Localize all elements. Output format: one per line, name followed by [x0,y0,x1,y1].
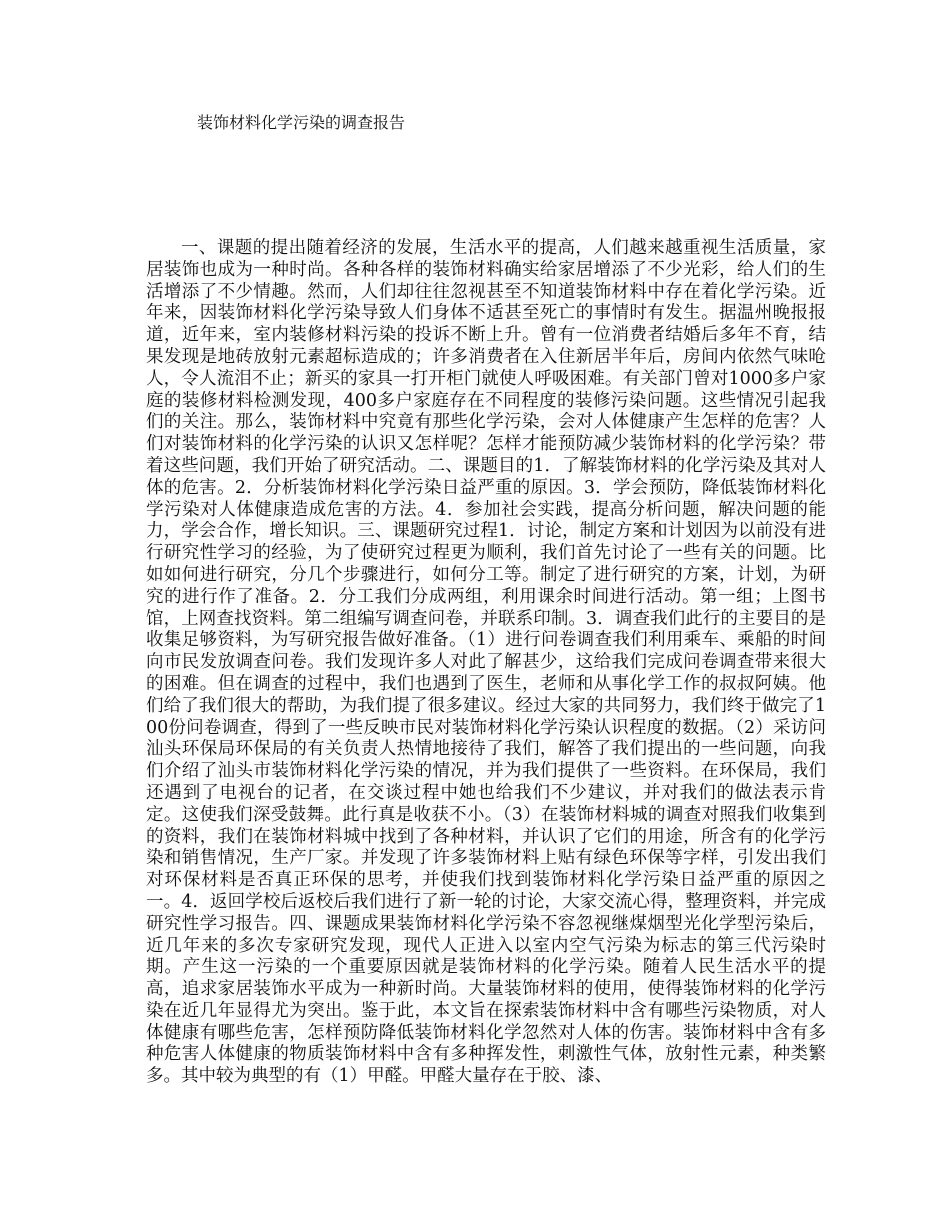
document-body-paragraph: 一、课题的提出随着经济的发展，生活水平的提高，人们越来越重视生活质量，家居装饰也成为一种时尚。各种各样的装饰材料确实给家居增添了不少光彩，给人们的生活增添了不少情趣。然而，人们却往往忽视甚至不知道装饰材料中存在着化学污染。近年来，因装饰材料化学污染导致人们身体不适甚至死亡的事情时有发生。据温州晚报报道，近年来，室内装修材料污染的投诉不断上升。曾有一位消费者结婚后多年不育，结果发现是地砖放射元素超标造成的；许多消费者在入住新居半年后，房间内依然气味呛人，令人流泪不止；新买的家具一打开柜门就使人呼吸困难。有关部门曾对1000多户家庭的装修材料检测发现，400多户家庭存在不同程度的装修污染问题。这些情况引起我们的关注。那么，装饰材料中究竟有那些化学污染，会对人体健康产生怎样的危害？人们对装饰材料的化学污染的认识又怎样呢？怎样才能预防减少装饰材料的化学污染？带着这些问题，我们开始了研究活动。二、课题目的1．了解装饰材料的化学污染及其对人体的危害。2．分析装饰材料化学污染日益严重的原因。3．学会预防，降低装饰材料化学污染对人体健康造成危害的方法。4．参加社会实践，提高分析问题，解决问题的能力，学会合作，增长知识。三、课题研究过程1．讨论，制定方案和计划因为以前没有进行研究性学习的经验，为了使研究过程更为顺利，我们首先讨论了一些有关的问题。比如如何进行研究，分几个步骤进行，如何分工等。制定了进行研究的方案，计划，为研究的进行作了准备。2．分工我们分成两组，利用课余时间进行活动。第一组；上图书馆，上网查找资料。第二组编写调查问卷，并联系印制。3．调查我们此行的主要目的是收集足够资料，为写研究报告做好准备。（1）进行问卷调查我们利用乘车、乘船的时间向市民发放调查问卷。我们发现许多人对此了解甚少，这给我们完成问卷调查带来很大的困难。但在调查的过程中，我们也遇到了医生，老师和从事化学工作的叔叔阿姨。他们给了我们很大的帮助，为我们提了很多建议。经过大家的共同努力，我们终于做完了100份问卷调查，得到了一些反映市民对装饰材料化学污染认识程度的数据。（2）采访问汕头环保局环保局的有关负责人热情地接待了我们，解答了我们提出的一些问题，向我们介绍了汕头市装饰材料化学污染的情况，并为我们提供了一些资料。在环保局，我们还遇到了电视台的记者，在交谈过程中她也给我们不少建议，并对我们的做法表示肯定。这使我们深受鼓舞。此行真是收获不小。（3）在装饰材料城的调查对照我们收集到的资料，我们在装饰材料城中找到了各种材料，并认识了它们的用途，所含有的化学污染和销售情况，生产厂家。并发现了许多装饰材料上贴有绿色环保等字样，引发出我们对环保材料是否真正环保的思考，并使我们找到装饰材料化学污染日益严重的原因之一。4．返回学校后返校后我们进行了新一轮的讨论，大家交流心得，整理资料，并完成研究性学习报告。四、课题成果装饰材料化学污染不容忽视继煤烟型光化学型污染后，近几年来的多次专家研究发现，现代人正进入以室内空气污染为标志的第三代污染时期。产生这一污染的一个重要原因就是装饰材料的化学污染。随着人民生活水平的提高，追求家居装饰水平成为一种新时尚。大量装饰材料的使用，使得装饰材料的化学污染在近几年显得尤为突出。鉴于此，本文旨在探索装饰材料中含有哪些污染物质，对人体健康有哪些危害，怎样预防降低装饰材料化学忽然对人体的伤害。装饰材料中含有多种危害人体健康的物质装饰材料中含有多种挥发性，刺激性气体，放射性元素，种类繁多。其中较为典型的有（1）甲醛。甲醛大量存在于胶、漆、 [146,238,826,1087]
document-title: 装饰材料化学污染的调查报告 [197,113,406,132]
